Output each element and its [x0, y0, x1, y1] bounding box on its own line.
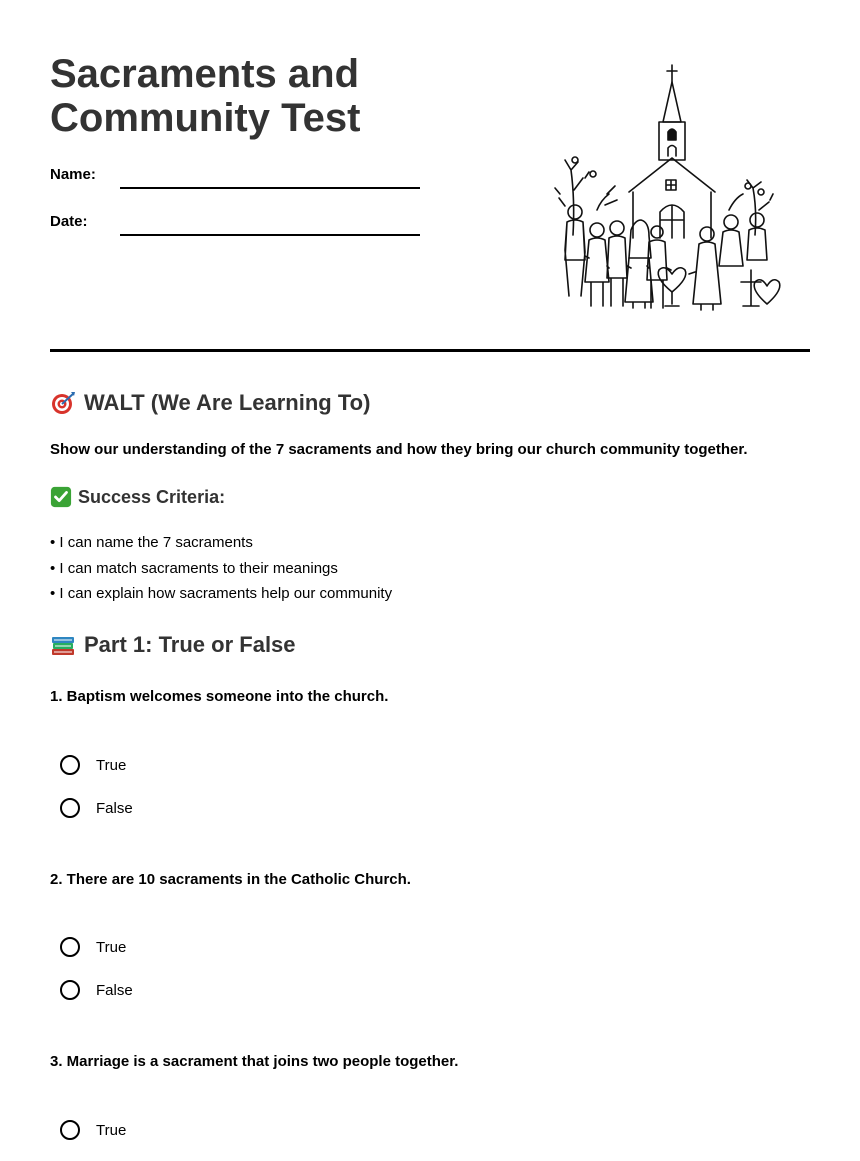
date-field-row: [50, 213, 120, 230]
list-item: • I can name the 7 sacraments: [50, 534, 253, 551]
list-item: • I can match sacraments to their meanings: [50, 559, 338, 577]
walt-heading: [50, 390, 370, 416]
success-criteria-list: [50, 533, 392, 610]
name-label: Name:: [50, 166, 96, 183]
option-label: True: [96, 1121, 127, 1139]
radio-button[interactable]: [60, 755, 80, 775]
success-criteria-heading: [50, 486, 225, 508]
title-line-1: Sacraments and: [50, 52, 360, 96]
books-icon: [50, 632, 76, 658]
radio-button[interactable]: [60, 980, 80, 1000]
name-field[interactable]: [120, 187, 420, 189]
walt-heading-text: WALT (We Are Learning To): [84, 390, 371, 415]
option-label: False: [96, 799, 133, 817]
page-title: [50, 52, 470, 140]
radio-button[interactable]: [60, 937, 80, 957]
q2-option-true[interactable]: [60, 935, 126, 959]
list-item: • I can explain how sacraments help our community: [50, 585, 393, 602]
church-community-illustration: [545, 60, 785, 315]
question-1: 1. Baptism welcomes someone into the church.: [50, 688, 389, 705]
option-label: True: [96, 938, 127, 956]
target-icon: [50, 390, 76, 416]
part1-heading: [50, 632, 296, 658]
date-label: Date:: [50, 213, 88, 230]
name-field-row: [50, 166, 120, 183]
radio-button[interactable]: [60, 798, 80, 818]
title-line-2: Community Test: [50, 96, 361, 140]
walt-statement: Show our understanding of the 7 sacraments and how they bring our church community together.: [50, 441, 748, 458]
check-box-icon: [50, 486, 72, 508]
radio-button[interactable]: [60, 1120, 80, 1140]
q1-option-true[interactable]: [60, 753, 126, 777]
option-label: False: [96, 981, 133, 999]
part1-heading-text: Part 1: True or False: [84, 632, 296, 657]
header-divider: [50, 349, 810, 352]
question-2: 2. There are 10 sacraments in the Catholic Church.: [50, 871, 411, 888]
q1-option-false[interactable]: [60, 796, 133, 820]
date-field[interactable]: [120, 234, 420, 236]
q2-option-false[interactable]: [60, 978, 133, 1002]
option-label: True: [96, 756, 127, 774]
question-3: 3. Marriage is a sacrament that joins two people together.: [50, 1053, 459, 1070]
q3-option-true[interactable]: [60, 1118, 126, 1142]
success-criteria-heading-text: Success Criteria:: [78, 486, 226, 507]
